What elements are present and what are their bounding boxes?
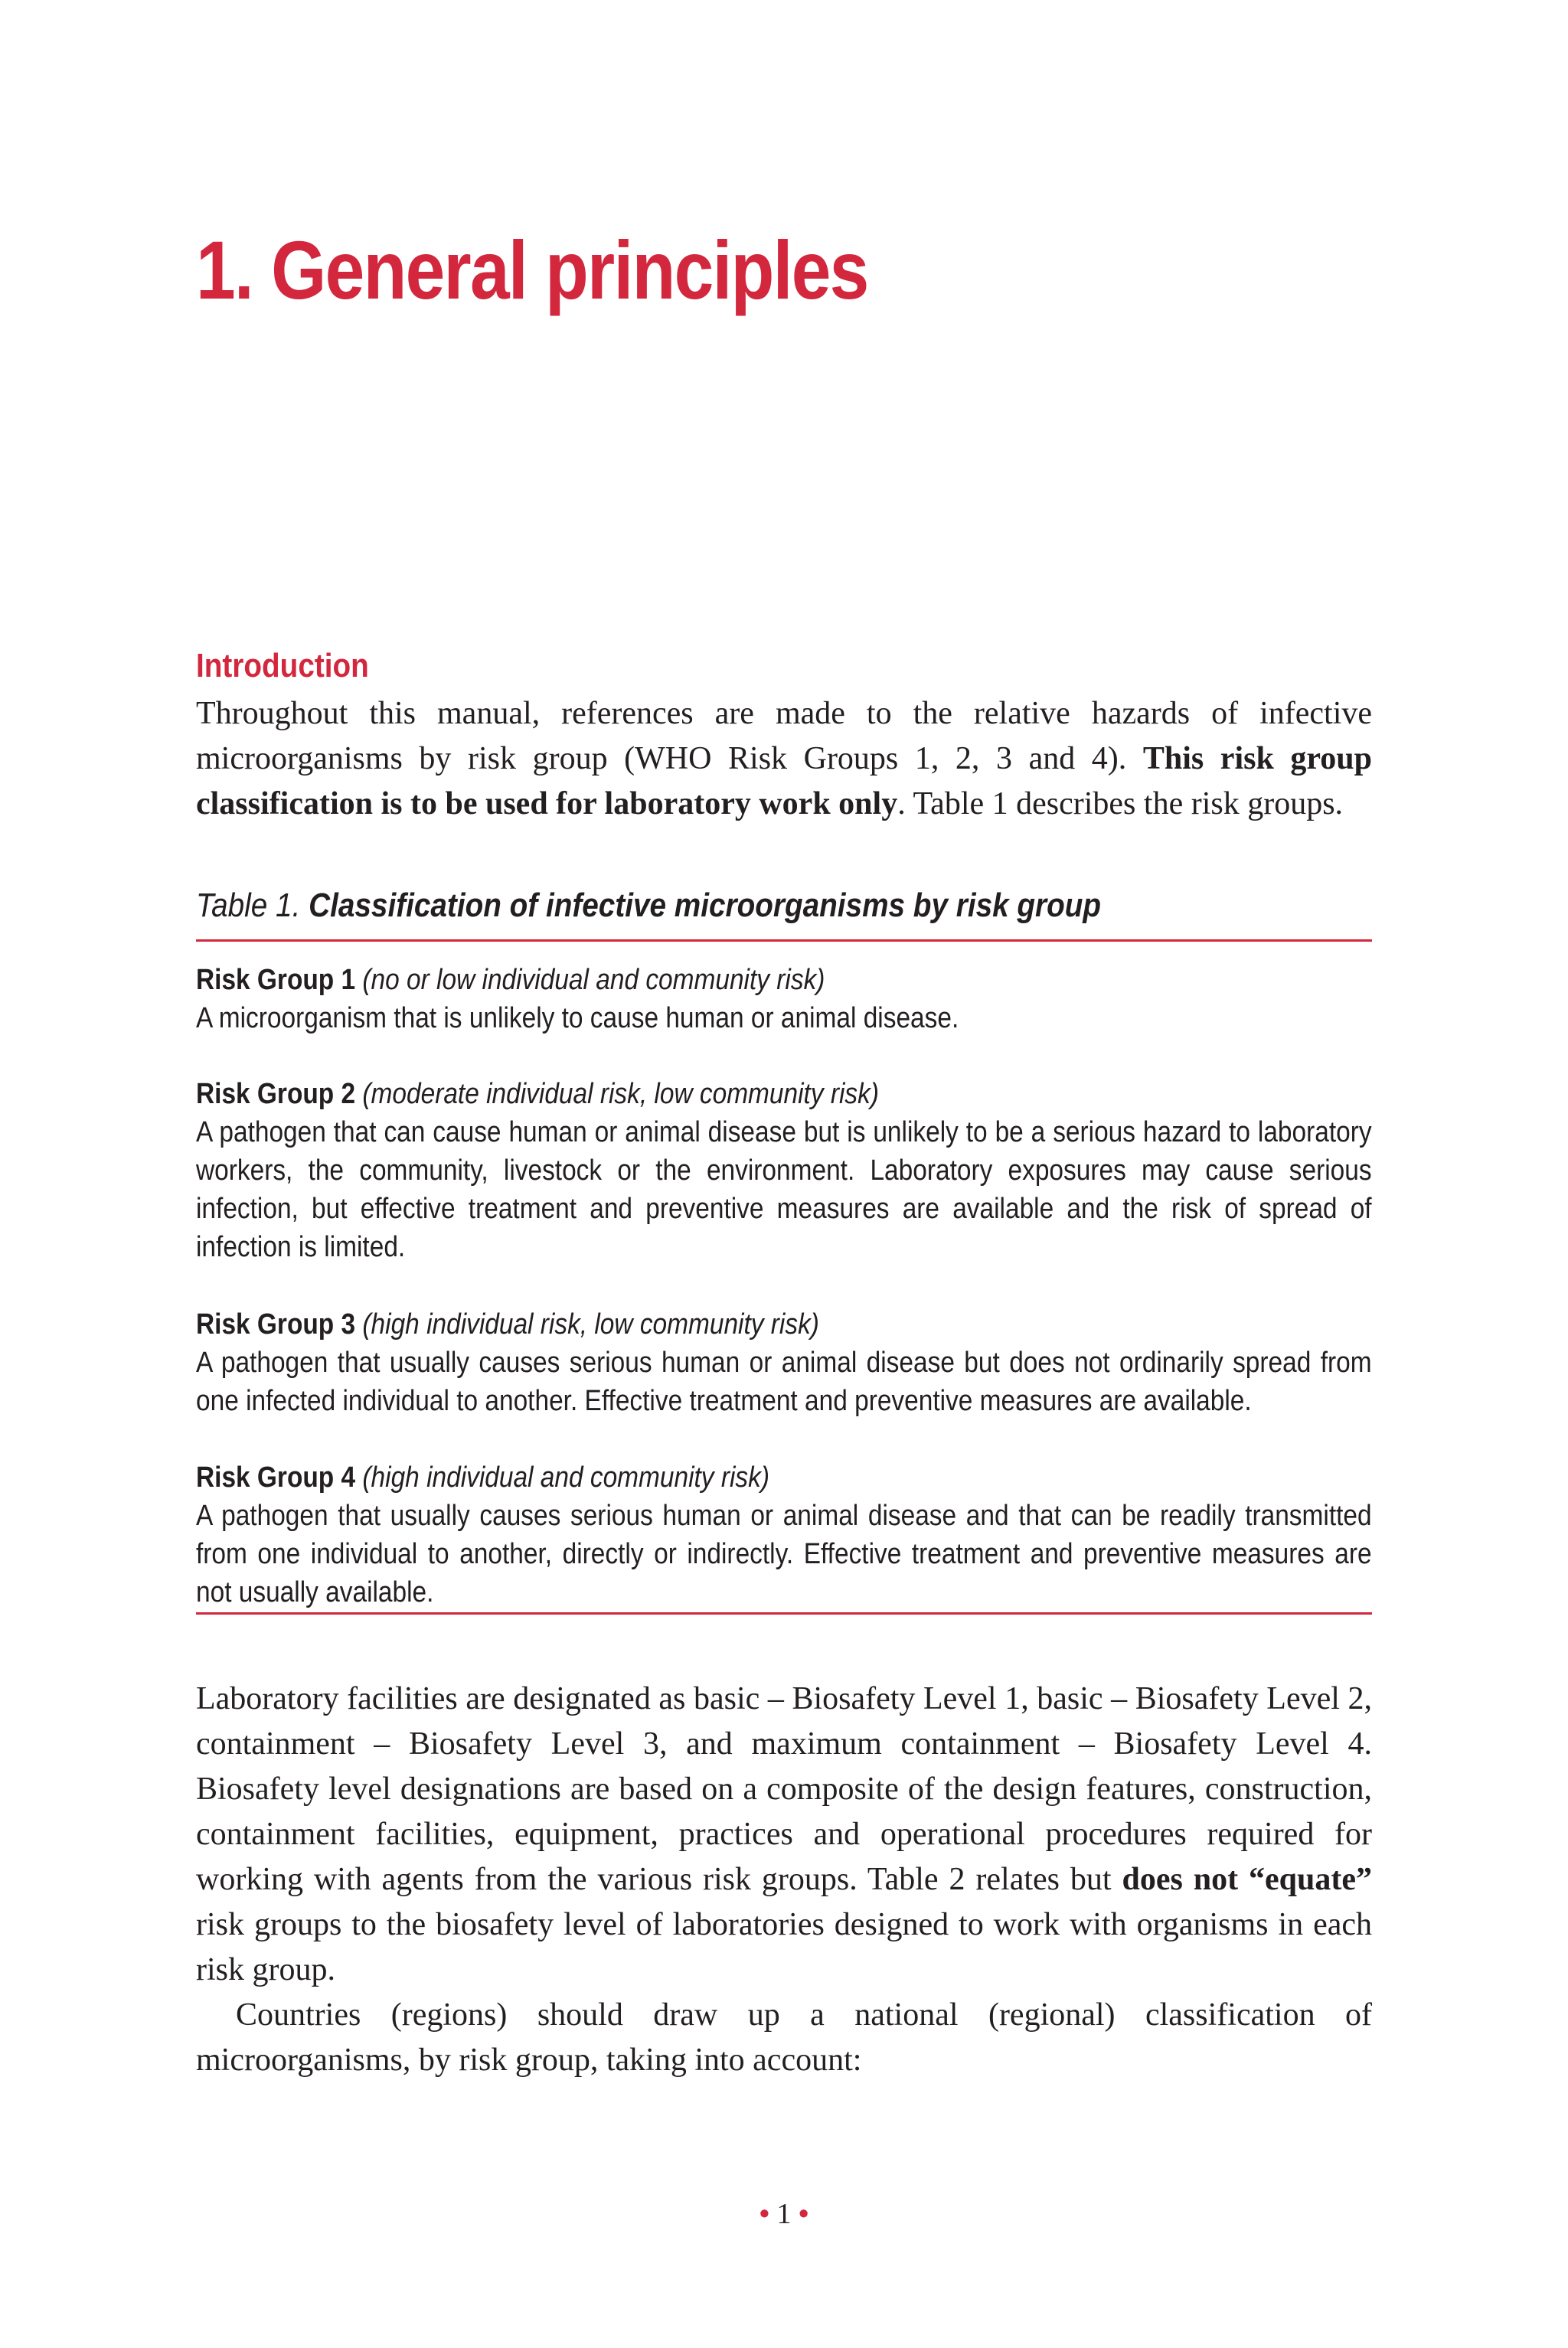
body-text-c: risk groups to the biosafety level of laboratories designed to work with organisms in each risk group. [196, 1907, 1372, 1987]
intro-text-c: . Table 1 describes the risk groups. [897, 786, 1344, 821]
body-paragraph-countries: Countries (regions) should draw up a national (regional) classification of microorganisms, by risk group, taking into account: [196, 1997, 1372, 2078]
introduction-paragraph [196, 691, 1372, 827]
risk-group-description: A pathogen that usually causes serious human or animal disease but does not ordinarily spread from one infected individual to another. Effective treatment and preventive measures are available. [196, 1347, 1372, 1417]
bullet-right: • [799, 2198, 809, 2230]
table-caption [196, 887, 1101, 925]
risk-group-description: A pathogen that usually causes serious human or animal disease and that can be readily transmitted from one individual to another, directly or indirectly. Effective treatment and preventive measures are not usually available. [196, 1500, 1372, 1608]
risk-group-description: A microorganism that is unlikely to cause human or animal disease. [196, 1002, 959, 1034]
risk-group-risk: (no or low individual and community risk) [362, 964, 825, 996]
table-bottom-rule [196, 1612, 1372, 1615]
page-number [0, 2197, 1568, 2231]
risk-group-risk: (moderate individual risk, low community risk) [362, 1078, 879, 1110]
table-label: Table 1. [196, 887, 301, 924]
risk-group-name: Risk Group 3 [196, 1308, 356, 1341]
body-text [196, 1677, 1372, 2083]
table-top-rule [196, 939, 1372, 942]
section-heading-introduction: Introduction [196, 647, 369, 684]
risk-group-2 [196, 1075, 1372, 1266]
risk-group-1 [196, 961, 1372, 1037]
risk-group-risk: (high individual and community risk) [362, 1461, 769, 1494]
page-number-value: 1 [776, 2198, 792, 2230]
risk-group-risk: (high individual risk, low community risk) [362, 1308, 819, 1341]
risk-group-3 [196, 1305, 1372, 1420]
risk-group-description: A pathogen that can cause human or animal disease but is unlikely to be a serious hazard to laboratory workers, the community, livestock or the environment. Laboratory exposures may cause serious infection, but effective treatment and preventive measures are available and the risk of spread of infection is limited. [196, 1116, 1372, 1263]
risk-group-name: Risk Group 1 [196, 964, 356, 996]
bullet-left: • [759, 2198, 769, 2230]
body-text-bold: does not “equate” [1122, 1862, 1372, 1897]
body-text-a: Laboratory facilities are designated as basic – Biosafety Level 1, basic – Biosafety Level 2, containment – Biosafety Level 3, and maximum containment – Biosafety Level 4. Biosafety level designations are based on a composite of the design features, construction, containment facilities, equipment, practices and operational procedures required for working with agents from the various risk groups. Table 2 relates but [196, 1681, 1372, 1897]
risk-group-4 [196, 1458, 1372, 1612]
intro-text-a: Throughout this manual, references are made to the relative hazards of infective microorganisms by risk group (WHO Risk Groups 1, 2, 3 and 4). [196, 696, 1372, 776]
risk-group-name: Risk Group 4 [196, 1461, 356, 1494]
chapter-title: 1. General principles [196, 224, 868, 316]
table-title: Classification of infective microorganisms by risk group [309, 887, 1102, 924]
risk-group-name: Risk Group 2 [196, 1078, 356, 1110]
body-paragraph-facilities [196, 1677, 1372, 1993]
intro-text-bold: This risk group classification is to be used for laboratory work only [196, 741, 1372, 821]
